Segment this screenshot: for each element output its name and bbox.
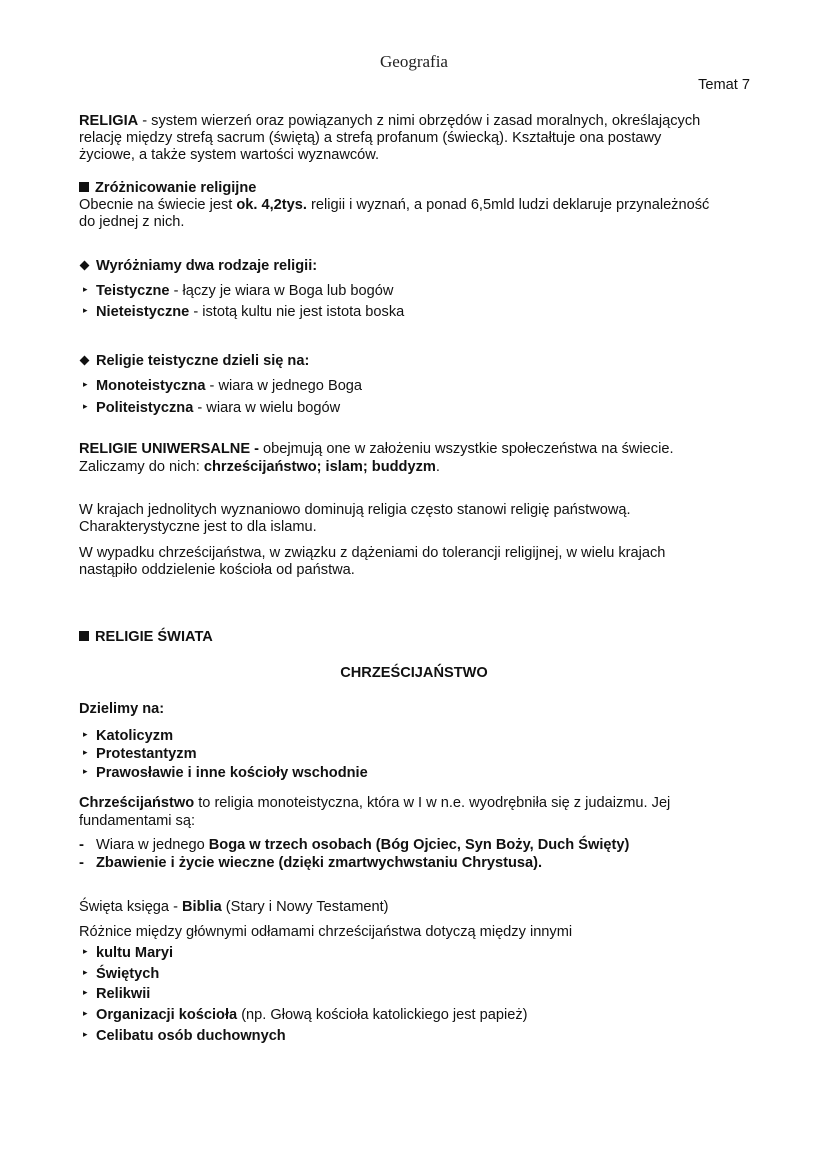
text-line (83, 764, 368, 782)
text-line (83, 303, 405, 321)
triangle-bullet-icon: ▸ (83, 305, 88, 315)
text-line (83, 944, 174, 962)
text-line (79, 352, 309, 370)
diamond-bullet-icon (80, 261, 90, 271)
bold-text: Nieteistyczne (96, 304, 190, 320)
triangle-bullet-icon: ▸ (83, 284, 88, 294)
triangle-bullet-icon: ▸ (83, 401, 88, 411)
text-line (79, 898, 389, 916)
text-line (83, 399, 341, 417)
topic-number: Temat 7 (698, 77, 750, 93)
bold-text: kultu Maryi (96, 945, 174, 961)
bold-text: Politeistyczna (96, 400, 194, 416)
bold-text: Chrześcijaństwo (79, 795, 195, 811)
text-line (79, 700, 164, 718)
text-line (79, 923, 572, 941)
text-line (79, 213, 184, 231)
text-line (79, 854, 543, 872)
triangle-bullet-icon: ▸ (83, 987, 88, 997)
text-line (79, 440, 674, 458)
text-line (83, 727, 174, 745)
text: W wypadku chrześcijaństwa, w związku z dążeniami do tolerancji religijnej, w wielu krajach (79, 545, 666, 561)
text-line (79, 561, 355, 579)
text: - wiara w jednego Boga (205, 378, 363, 394)
text-line (79, 836, 630, 854)
bold-text: Celibatu osób duchownych (96, 1028, 286, 1044)
text: fundamentami są: (79, 813, 196, 829)
text: Różnice między głównymi odłamami chrześcijaństwa dotyczą między innymi (79, 924, 573, 940)
text-line (79, 812, 195, 830)
bold-text: Teistyczne (96, 283, 170, 299)
text-line (83, 1006, 528, 1024)
triangle-bullet-icon: ▸ (83, 766, 88, 776)
diamond-bullet-icon (80, 356, 90, 366)
text: Wiara w jednego (96, 837, 209, 853)
bold-text: Prawosławie i inne kościoły wschodnie (96, 765, 368, 781)
text-line (79, 146, 379, 164)
text-line (79, 628, 213, 646)
triangle-bullet-icon: ▸ (83, 1029, 88, 1039)
bold-text: Zróżnicowanie religijne (95, 180, 257, 196)
bold-text: Zbawienie i życie wieczne (dzięki zmartwychwstaniu Chrystusa). (96, 855, 543, 871)
text: Obecnie na świecie jest (79, 197, 237, 213)
bold-text: Boga w trzech osobach (Bóg Ojciec, Syn Boży, Duch Święty) (208, 837, 630, 853)
bold-text: CHRZEŚCIJAŃSTWO (340, 665, 488, 681)
bold-text: Biblia (182, 899, 222, 915)
bold-text: Wyróżniamy dwa rodzaje religii: (96, 258, 318, 274)
text: - wiara w wielu bogów (193, 400, 341, 416)
bold-text: Organizacji kościoła (96, 1007, 238, 1023)
bold-text: chrześcijaństwo; islam; buddyzm (203, 459, 436, 475)
text: religii i wyznań, a ponad 6,5mld ludzi deklaruje przynależność (306, 197, 710, 213)
triangle-bullet-icon: ▸ (83, 729, 88, 739)
text: Święta księga - (79, 899, 183, 915)
text-line (79, 196, 709, 214)
text: - łączy je wiara w Boga lub bogów (169, 283, 394, 299)
text: - system wierzeń oraz powiązanych z nimi obrzędów i zasad moralnych, określających (138, 113, 701, 129)
bold-text: Katolicyzm (96, 728, 174, 744)
text-line (79, 257, 317, 275)
bold-text: ok. 4,2tys. (236, 197, 307, 213)
text: nastąpiło oddzielenie kościoła od państwa. (79, 562, 355, 578)
text-line (83, 965, 160, 983)
bold-text: Protestantyzm (96, 746, 197, 762)
text-line (79, 544, 665, 562)
text-line (83, 745, 197, 763)
bold-text: Relikwii (96, 986, 151, 1002)
text: (Stary i Nowy Testament) (221, 899, 389, 915)
bold-text: RELIGIE ŚWIATA (95, 629, 213, 645)
triangle-bullet-icon: ▸ (83, 1008, 88, 1018)
text: relację między strefą sacrum (świętą) a strefą profanum (świecką). Kształtuje ona postawy (79, 130, 662, 146)
text: do jednej z nich. (79, 214, 185, 230)
bold-text: Świętych (96, 966, 160, 982)
text: Charakterystyczne jest to dla islamu. (79, 519, 317, 535)
text: życiowe, a także system wartości wyznawców. (79, 147, 380, 163)
text: (np. Głową kościoła katolickiego jest papież) (237, 1007, 528, 1023)
text-line (79, 794, 670, 812)
text-line (83, 985, 151, 1003)
square-bullet-icon (79, 631, 89, 641)
text-line (79, 112, 700, 130)
bold-text: RELIGIA (79, 113, 139, 129)
text-line (83, 377, 363, 395)
document-header: Geografia (380, 52, 448, 71)
text-line (79, 458, 440, 476)
text-line (79, 129, 661, 147)
bold-text: RELIGIE UNIWERSALNE - (79, 441, 264, 457)
triangle-bullet-icon: ▸ (83, 379, 88, 389)
dash-bullet-icon: - (79, 854, 84, 871)
text: Zaliczamy do nich: (79, 459, 204, 475)
text: to religia monoteistyczna, która w I w n.e. wyodrębniła się z judaizmu. Jej (194, 795, 671, 811)
text-line (79, 501, 631, 519)
text: - istotą kultu nie jest istota boska (189, 304, 405, 320)
text-line (79, 518, 317, 536)
triangle-bullet-icon: ▸ (83, 967, 88, 977)
text-line (83, 282, 394, 300)
text: W krajach jednolitych wyznaniowo dominują religia często stanowi religię państwową. (79, 502, 631, 518)
bold-text: Religie teistyczne dzieli się na: (96, 353, 310, 369)
text-line (0, 664, 828, 682)
triangle-bullet-icon: ▸ (83, 946, 88, 956)
text: . (435, 459, 440, 475)
bold-text: Dzielimy na: (79, 701, 165, 717)
text: obejmują one w założeniu wszystkie społeczeństwa na świecie. (263, 441, 674, 457)
bold-text: Monoteistyczna (96, 378, 206, 394)
triangle-bullet-icon: ▸ (83, 747, 88, 757)
square-bullet-icon (79, 182, 89, 192)
dash-bullet-icon: - (79, 836, 84, 853)
text-line (79, 179, 256, 197)
text-line (83, 1027, 286, 1045)
